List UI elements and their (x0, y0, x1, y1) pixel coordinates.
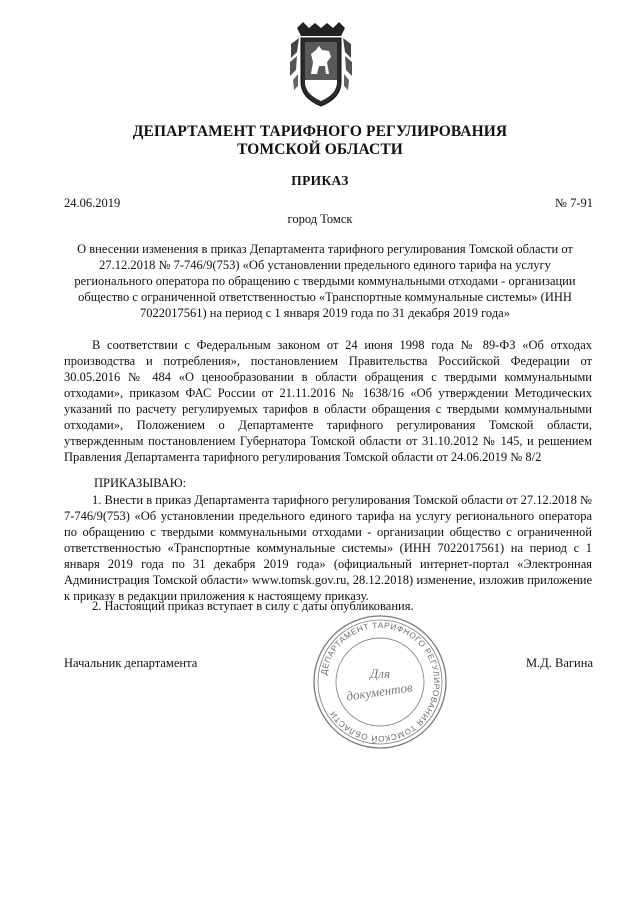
signatory-title: Начальник департамента (64, 656, 198, 670)
order-item-2: 2. Настоящий приказ вступает в силу с даты опубликования. (92, 599, 414, 613)
department-name-line2: ТОМСКОЙ ОБЛАСТИ (237, 141, 403, 158)
coat-of-arms-icon (289, 22, 353, 110)
legal-basis-paragraph: В соответствии с Федеральным законом от 24 июня 1998 года № 89-ФЗ «Об отходах производства и потребления», постановлением Правительства Российской Федерации от 30.05.2016 № 484 «О ценообразовании в области обращения с твердыми коммунальными отходами», приказом ФАС России от 21.11.2016 № 1638/16 «Об утверждении Методических указаний по расчету регулируемых тарифов в области обращения с твердыми коммунальными отходами», Положением о Департаменте тарифного регулирования Томской области, утвержденным постановлением Губернатора Томской области от 31.10.2012 № 145, и решением Правления Департамента тарифного регулирования Томской области от 24.06.2019 № 8/2 (64, 338, 592, 464)
order-date: 24.06.2019 (64, 196, 121, 210)
stamp-center-line1: Для (370, 666, 390, 681)
document-type: ПРИКАЗ (291, 173, 349, 188)
signatory-name: М.Д. Вагина (526, 656, 593, 670)
order-city: город Томск (287, 212, 353, 226)
order-number: № 7-91 (555, 196, 593, 210)
stamp-center-line2: документов (345, 679, 414, 704)
official-stamp-icon (310, 612, 450, 752)
order-subject: О внесении изменения в приказ Департамента тарифного регулирования Томской области от 27.12.2018 № 7-746/9(753) «Об установлении предельного единого тарифа на услугу регионального оператора по обращению с твердыми коммунальными отходами - организации общество с ограниченной ответственностью «Транспортные коммунальные системы» (ИНН 7022017561) на период с 1 января 2019 года по 31 декабря 2019 года» (74, 242, 576, 320)
order-item-1: 1. Внести в приказ Департамента тарифного регулирования Томской области от 27.12.2018 № 7-746/9(753) «Об установлении предельного единого тарифа на услугу регионального оператора по обращению с твердыми коммунальными отходами - организации общество с ограниченной ответственностью «Транспортные коммунальные системы» (ИНН 7022017561) на период с 1 января 2019 года по 31 декабря 2019 года» (официальный интернет-портал «Электронная Администрация Томской области» www.tomsk.gov.ru, 28.12.2018) изменение, изложив приложение к приказу в редакции приложения к настоящему приказу. (64, 493, 592, 603)
stamp-ring-text: ДЕПАРТАМЕНТ ТАРИФНОГО РЕГУЛИРОВАНИЯ ТОМСКОЙ ОБЛАСТИ (319, 620, 442, 744)
order-directive-word: ПРИКАЗЫВАЮ: (94, 476, 187, 490)
department-name-line1: ДЕПАРТАМЕНТ ТАРИФНОГО РЕГУЛИРОВАНИЯ (132, 123, 508, 140)
